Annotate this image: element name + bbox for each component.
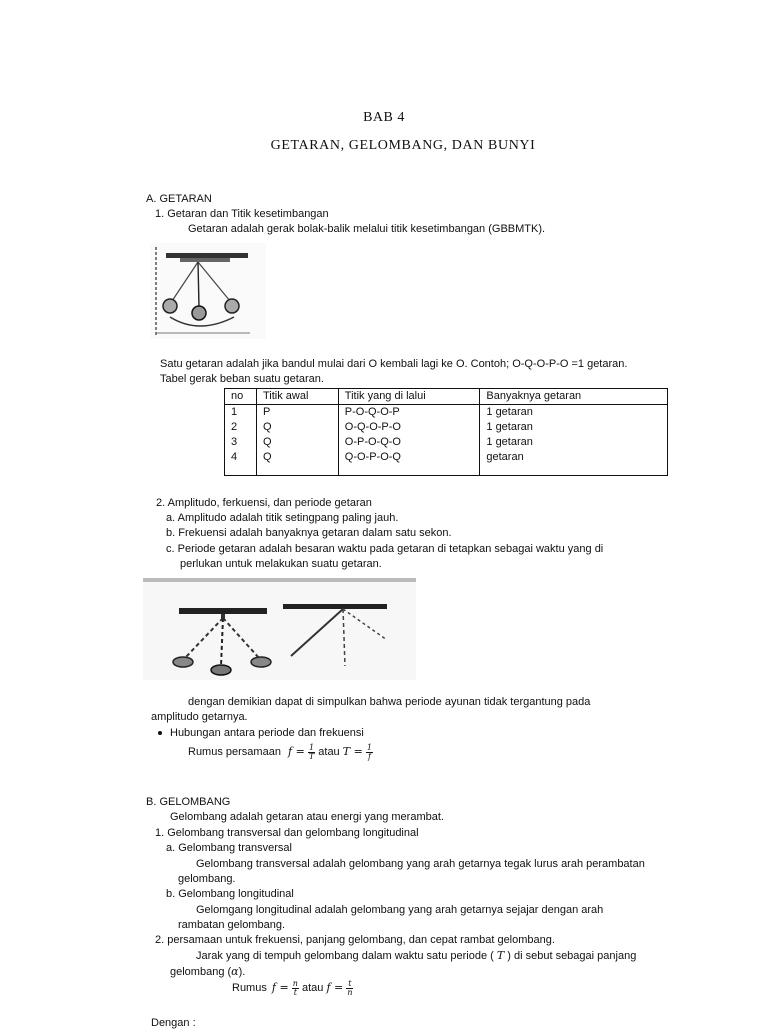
denominator: t (293, 987, 297, 997)
table-cell: Q (256, 450, 338, 476)
paragraph-tail: Dengan : (151, 1017, 196, 1029)
section-heading-getaran: A. GETARAN (146, 193, 212, 205)
formula-label: Rumus (232, 982, 267, 994)
table-cell: P (256, 405, 338, 420)
list-item: b. Gelombang longitudinal (166, 888, 294, 900)
table-row (225, 435, 668, 450)
table-header: Titik awal (256, 389, 338, 405)
table-cell: 1 getaran (480, 420, 668, 435)
formula-connector: atau (301, 982, 324, 994)
list-item: a. Gelombang transversal (166, 842, 292, 854)
table-cell: 1 getaran (480, 435, 668, 450)
paragraph: Gelombang adalah getaran atau energi yang merambat. (170, 811, 444, 823)
fraction (366, 744, 373, 761)
table-header: no (225, 389, 257, 405)
table-cell: 2 (225, 420, 257, 435)
paragraph-continuation: rambatan gelombang. (178, 919, 286, 931)
fraction (346, 980, 353, 997)
bullet-icon (158, 731, 162, 735)
bullet-text: Hubungan antara periode dan frekuensi (170, 727, 364, 739)
symbol-period: T (496, 949, 505, 962)
table-header: Banyaknya getaran (480, 389, 668, 405)
table-row (225, 420, 668, 435)
table-cell: 4 (225, 450, 257, 476)
paragraph: dengan demikian dapat di simpulkan bahwa periode ayunan tidak tergantung pada (188, 696, 591, 708)
paragraph: Getaran adalah gerak bolak-balik melalui titik kesetimbangan (GBBMTK). (188, 223, 546, 235)
pendulum-amplitude-image (143, 578, 416, 680)
text-segment: gelombang ( (170, 966, 232, 978)
paragraph: Gelombang transversal adalah gelombang yang arah getarnya tegak lurus arah perambatan (196, 858, 645, 870)
chapter-title: GETARAN, GELOMBANG, DAN BUNYI (270, 138, 536, 153)
bullet-item (158, 726, 364, 741)
text-segment: ) di sebut sebagai panjang (507, 950, 637, 962)
numerator: 1 (366, 742, 372, 752)
chapter-number: BAB 4 (363, 110, 405, 125)
denominator: n (347, 987, 353, 997)
formula-connector: atau (318, 746, 340, 758)
table-cell: 1 (225, 405, 257, 420)
list-item: a. Amplitudo adalah titik setingpang paling jauh. (166, 512, 399, 524)
formula-period-frequency (188, 741, 373, 763)
list-item-continuation: perlukan untuk melakukan suatu getaran. (180, 558, 382, 570)
denominator: f (367, 751, 371, 761)
table-cell: Q (256, 435, 338, 450)
numerator: t (348, 978, 352, 988)
text-segment: Jarak yang di tempuh gelombang dalam waktu satu periode ( (196, 950, 494, 962)
table-header-row (225, 389, 668, 405)
formula-label: Rumus persamaan (188, 746, 281, 758)
numerator: 1 (308, 742, 315, 752)
subheading-transversal-longitudinal: 1. Gelombang transversal dan gelombang longitudinal (155, 827, 419, 839)
paragraph: Gelomgang longitudinal adalah gelombang yang arah getarnya sejajar dengan arah (196, 904, 604, 916)
formula-lhs: f = (326, 981, 344, 994)
table-row (225, 450, 668, 476)
table-cell: Q-O-P-O-Q (338, 450, 480, 476)
table-cell: O-P-O-Q-O (338, 435, 480, 450)
subheading-persamaan: 2. persamaan untuk frekuensi, panjang gelombang, dan cepat rambat gelombang. (155, 934, 555, 946)
list-item: c. Periode getaran adalah besaran waktu pada getaran di tetapkan sebagai waktu yang di (166, 543, 604, 555)
denominator: T (308, 751, 315, 761)
fraction (292, 980, 299, 997)
formula-lhs: f = (288, 745, 305, 758)
paragraph: Satu getaran adalah jika bandul mulai dari O kembali lagi ke O. Contoh; O-Q-O-P-O =1 getaran. (160, 358, 628, 370)
symbol-wavelength: α (231, 965, 239, 978)
section-heading-gelombang: B. GELOMBANG (146, 796, 231, 808)
table-cell: 1 getaran (480, 405, 668, 420)
paragraph-continuation: amplitudo getarnya. (151, 711, 248, 723)
formula-lhs: f = (271, 981, 289, 994)
fraction (308, 744, 315, 761)
list-item: b. Frekuensi adalah banyaknya getaran dalam satu sekon. (166, 527, 452, 539)
paragraph (196, 948, 636, 964)
table-row (225, 405, 668, 420)
subheading-getaran-titik: 1. Getaran dan Titik kesetimbangan (155, 208, 329, 220)
numerator: n (292, 978, 298, 988)
table-cell: 3 (225, 435, 257, 450)
table-header: Titik yang di lalui (338, 389, 480, 405)
text-segment: ). (238, 966, 246, 978)
table-cell: getaran (480, 450, 668, 476)
motion-table (224, 388, 668, 476)
paragraph-continuation: gelombang. (178, 873, 236, 885)
table-cell: P-O-Q-O-P (338, 405, 480, 420)
pendulum-image (150, 243, 266, 339)
subheading-amplitudo: 2. Amplitudo, ferkuensi, dan periode getaran (156, 497, 372, 509)
formula-lhs: T = (342, 745, 363, 758)
formula-frequency (232, 977, 353, 999)
table-caption: Tabel gerak beban suatu getaran. (160, 373, 324, 385)
table-cell: O-Q-O-P-O (338, 420, 480, 435)
table-cell: Q (256, 420, 338, 435)
